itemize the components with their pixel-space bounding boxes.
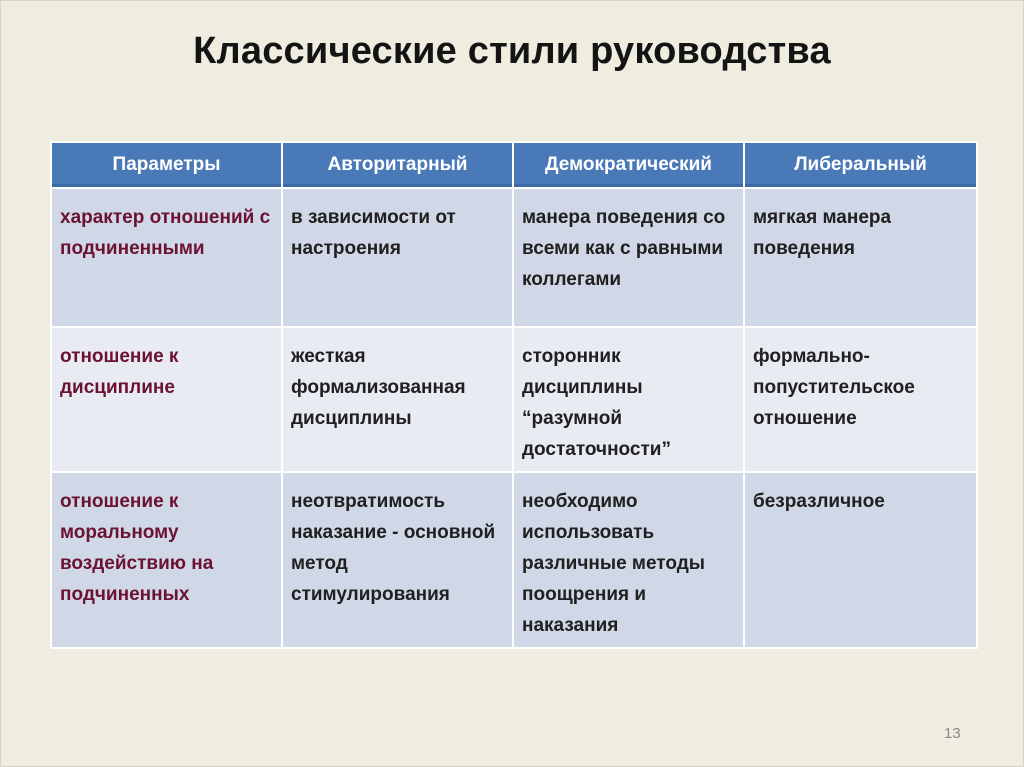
democratic-cell: необходимо использовать различные методы поощрения и наказания: [513, 472, 744, 648]
table-header-row: [51, 142, 977, 188]
header-authoritarian: Авторитарный: [282, 142, 513, 188]
liberal-cell: формально-попустительское отношение: [744, 327, 977, 472]
page-number: 13: [944, 725, 961, 742]
liberal-cell: мягкая манера поведения: [744, 188, 977, 327]
param-cell: отношение к дисциплине: [51, 327, 282, 472]
header-parameters: Параметры: [51, 142, 282, 188]
liberal-cell: безразличное: [744, 472, 977, 648]
header-liberal: Либеральный: [744, 142, 977, 188]
authoritarian-cell: жесткая формализованная дисциплины: [282, 327, 513, 472]
param-cell: отношение к моральному воздействию на подчиненных: [51, 472, 282, 648]
slide-title: Классические стили руководства: [193, 30, 831, 72]
leadership-styles-table: [50, 141, 978, 649]
democratic-cell: манера поведения со всеми как с равными коллегами: [513, 188, 744, 327]
democratic-cell: сторонник дисциплины “разумной достаточности”: [513, 327, 744, 472]
authoritarian-cell: неотвратимость наказание - основной метод стимулирования: [282, 472, 513, 648]
authoritarian-cell: в зависимости от настроения: [282, 188, 513, 327]
param-cell: характер отношений с подчиненными: [51, 188, 282, 327]
table-row: [51, 188, 977, 327]
table-row: [51, 327, 977, 472]
header-democratic: Демократический: [513, 142, 744, 188]
table-row: [51, 472, 977, 648]
